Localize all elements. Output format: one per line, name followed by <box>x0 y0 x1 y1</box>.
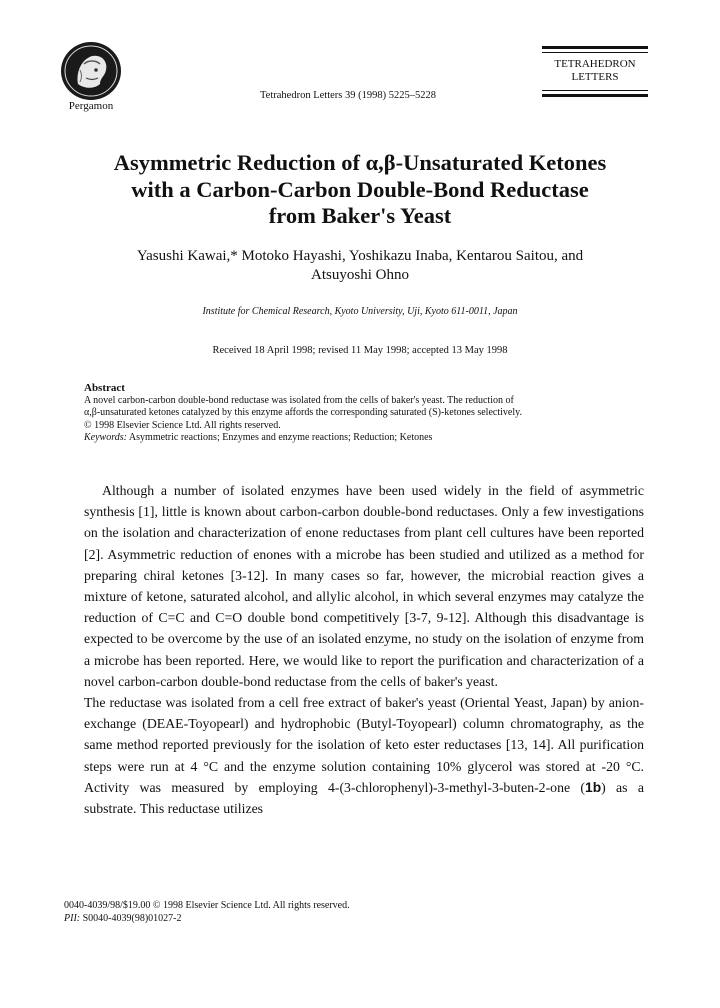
abstract-line: α,β-unsaturated ketones catalyzed by this enzyme affords the corresponding saturated (S)-ketones selectively. <box>84 407 522 419</box>
footer-copyright: 0040-4039/98/$19.00 © 1998 Elsevier Science Ltd. All rights reserved. <box>64 900 350 911</box>
body-text <box>84 480 644 819</box>
journal-citation: Tetrahedron Letters 39 (1998) 5225–5228 <box>260 90 436 101</box>
header-rule <box>542 94 648 97</box>
publisher-logo <box>56 40 126 102</box>
journal-name <box>542 58 648 84</box>
abstract-copyright: © 1998 Elsevier Science Ltd. All rights reserved. <box>84 419 281 431</box>
abstract-heading: Abstract <box>84 382 125 394</box>
header-rule <box>542 90 648 91</box>
pii-value: S0040-4039(98)01027-2 <box>82 912 182 924</box>
keywords <box>84 432 644 445</box>
pii-label: PII: <box>64 912 81 924</box>
author-list <box>60 247 660 285</box>
publisher-name: Pergamon <box>68 100 114 112</box>
affiliation: Institute for Chemical Research, Kyoto University, Uji, Kyoto 611-0011, Japan <box>202 306 518 317</box>
authors-line: Atsuyoshi Ohno <box>311 267 409 283</box>
header-rule <box>542 52 648 53</box>
paragraph-text: ) as a substrate. This reductase utilizes <box>84 779 644 817</box>
footer <box>64 900 350 925</box>
authors-line: Yasushi Kawai,* Motoko Hayashi, Yoshikazu Inaba, Kentarou Saitou, and <box>136 248 584 264</box>
journal-name-block <box>542 46 648 100</box>
title-line: with a Carbon-Carbon Double-Bond Reductase <box>131 176 589 202</box>
received-dates: Received 18 April 1998; revised 11 May 1998; accepted 13 May 1998 <box>212 345 508 356</box>
keywords-text: Asymmetric reactions; Enzymes and enzyme reactions; Reduction; Ketones <box>128 432 433 444</box>
body-paragraph <box>84 692 644 819</box>
journal-name-line1: TETRAHEDRON <box>554 58 636 70</box>
title-line: from Baker's Yeast <box>268 203 452 228</box>
footer-pii <box>64 913 350 926</box>
journal-name-line2: LETTERS <box>571 71 619 83</box>
compound-label: 1b <box>585 779 602 795</box>
body-paragraph: Although a number of isolated enzymes have been used widely in the field of asymmetric synthesis [1], little is known about carbon-carbon double-bond reductases. Only a few investigations on the isolation and characterization of enone reductases from plant cell cultures have been reported [2]. Asymmetric reduction of enones with a microbe has been studied and utilized as a method for preparing chiral ketones [3-12]. In many cases so far, however, the microbial reaction gives a mixture of ketone, saturated alcohol, and allylic alcohol, in which several enzymes may catalyze the reduction of C=C and C=O double bond competitively [3-7, 9-12]. Although this disadvantage is expected to be overcome by the use of an isolated enzyme, no study on the isolation of enzyme from a microbe has been reported. Here, we would like to report the purification and characterization of a novel carbon-carbon double-bond reductase from the cells of baker's yeast. <box>84 483 644 689</box>
article-title <box>60 150 660 230</box>
paragraph-text: The reductase was isolated from a cell free extract of baker's yeast (Oriental Yeast, Japan) by anion-exchange (DEAE-Toyopearl) and hydrophobic (Butyl-Toyopearl) column chromatography, as the same method reported previously for the isolation of keto ester reductases [13, 14]. All purification steps were run at 4 °C and the enzyme solution containing 10% glycerol was stored at -20 °C. Activity was measured by employing 4-(3-chlorophenyl)-3-methyl-3-buten-2-one ( <box>84 695 644 795</box>
header-rule <box>542 46 648 49</box>
keywords-label: Keywords: <box>84 432 127 444</box>
title-line: Asymmetric Reduction of α,β-Unsaturated Ketones <box>113 150 607 175</box>
abstract-section <box>84 382 644 445</box>
abstract-line: A novel carbon-carbon double-bond reductase was isolated from the cells of baker's yeast. The reduction of <box>84 394 514 406</box>
